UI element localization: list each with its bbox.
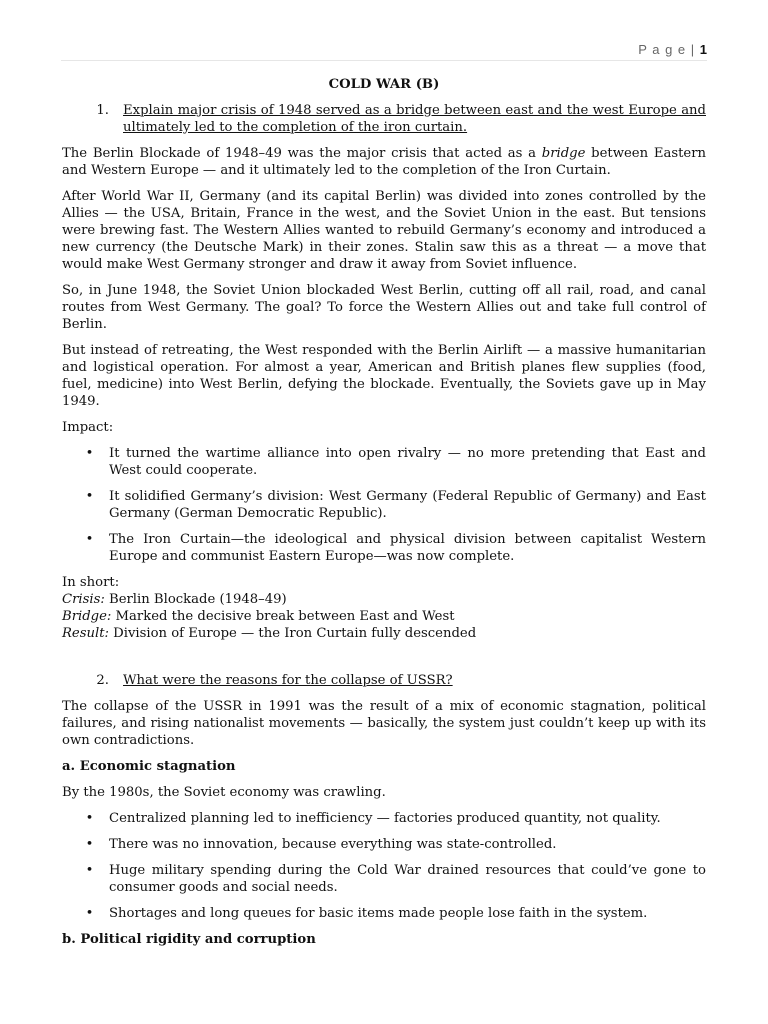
bullet-icon: •	[85, 532, 94, 547]
spacer	[62, 642, 706, 672]
bullet-icon: •	[85, 863, 94, 878]
list-item	[62, 531, 706, 565]
list-item-text: Centralized planning led to inefficiency — factories produced quantity, not quality.	[109, 811, 661, 826]
page-label: P a g e |	[638, 42, 700, 57]
document-title: COLD WAR (B)	[328, 77, 440, 92]
list-item	[62, 488, 706, 522]
summary-result-label: Result:	[62, 626, 109, 641]
list-item	[62, 836, 706, 853]
bullet-icon: •	[85, 837, 94, 852]
summary-bridge-label: Bridge:	[62, 609, 112, 624]
impact-label: Impact:	[62, 420, 114, 435]
summary-crisis-label: Crisis:	[62, 592, 105, 607]
section-heading: b. Political rigidity and corruption	[62, 932, 316, 947]
list-item-text: It turned the wartime alliance into open rivalry — no more pretending that East and West could cooperate.	[109, 446, 706, 478]
italic-text: bridge	[541, 146, 586, 161]
page-header	[61, 42, 707, 61]
bullet-icon: •	[85, 446, 94, 461]
paragraph: The collapse of the USSR in 1991 was the result of a mix of economic stagnation, political failures, and rising nationalist movements — basically, the system just couldn’t keep up with its own contradictions.	[62, 699, 706, 748]
list-item	[62, 445, 706, 479]
question-2	[62, 672, 706, 689]
summary-bridge	[62, 608, 706, 625]
paragraph-text: between Eastern and Western Europe — and it ultimately led to the completion of the Iron Curtain.	[62, 146, 706, 178]
summary-crisis	[62, 591, 706, 608]
question-text: What were the reasons for the collapse of USSR?	[123, 673, 453, 688]
list-item	[62, 905, 706, 922]
section-heading: a. Economic stagnation	[62, 759, 236, 774]
document-body	[62, 76, 706, 957]
bullet-icon: •	[85, 811, 94, 826]
list-item	[62, 810, 706, 827]
list-item	[62, 862, 706, 896]
summary-result	[62, 625, 706, 642]
question-text: Explain major crisis of 1948 served as a bridge between east and the west Europe and ultimately led to the completion of the iron curtain.	[123, 103, 706, 135]
bullet-icon: •	[85, 906, 94, 921]
list-item-text: Huge military spending during the Cold War drained resources that could’ve gone to consumer goods and social needs.	[109, 863, 706, 895]
list-item-text: It solidified Germany’s division: West Germany (Federal Republic of Germany) and East Germany (German Democratic Republic).	[109, 489, 706, 521]
paragraph: By the 1980s, the Soviet economy was crawling.	[62, 785, 386, 800]
question-number: 1.	[96, 103, 109, 118]
list-item-text: Shortages and long queues for basic items made people lose faith in the system.	[109, 906, 648, 921]
page-number: 1	[699, 42, 707, 57]
summary-bridge-text: Marked the decisive break between East and West	[111, 609, 455, 624]
paragraph-text: The Berlin Blockade of 1948–49 was the major crisis that acted as a	[62, 146, 542, 161]
question-1	[62, 102, 706, 136]
summary-result-text: Division of Europe — the Iron Curtain fully descended	[108, 626, 477, 641]
summary-label: In short:	[62, 575, 120, 590]
list-item-text: There was no innovation, because everything was state-controlled.	[109, 837, 557, 852]
list-item-text: The Iron Curtain—the ideological and physical division between capitalist Western Europe and communist Eastern Europe—was now complete.	[109, 532, 706, 564]
paragraph	[62, 145, 706, 179]
summary-crisis-text: Berlin Blockade (1948–49)	[104, 592, 287, 607]
paragraph: After World War II, Germany (and its capital Berlin) was divided into zones controlled by the Allies — the USA, Britain, France in the west, and the Soviet Union in the east. But tensions were brewing fast. The Western Allies wanted to rebuild Germany’s economy and introduced a new currency (the Deutsche Mark) in their zones. Stalin saw this as a threat — a move that would make West Germany stronger and draw it away from Soviet influence.	[62, 189, 706, 272]
paragraph: So, in June 1948, the Soviet Union blockaded West Berlin, cutting off all rail, road, and canal routes from West Germany. The goal? To force the Western Allies out and take full control of Berlin.	[62, 283, 706, 332]
question-number: 2.	[96, 673, 109, 688]
paragraph: But instead of retreating, the West responded with the Berlin Airlift — a massive humanitarian and logistical operation. For almost a year, American and British planes flew supplies (food, fuel, medicine) into West Berlin, defying the blockade. Eventually, the Soviets gave up in May 1949.	[62, 343, 706, 409]
bullet-icon: •	[85, 489, 94, 504]
